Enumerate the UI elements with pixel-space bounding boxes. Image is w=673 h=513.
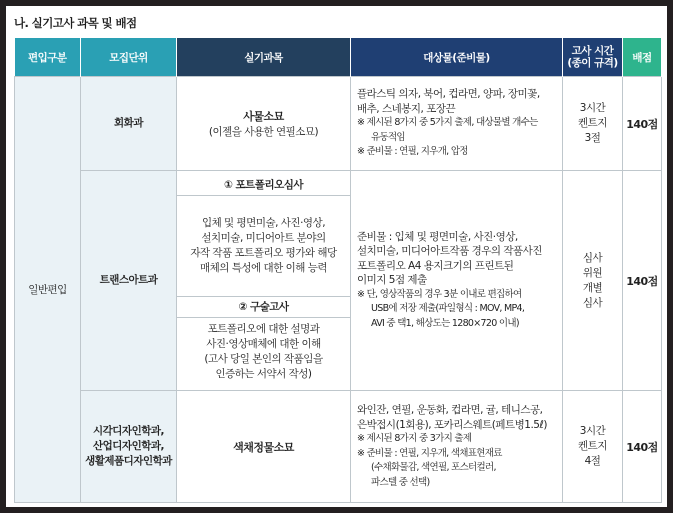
time-line: 3시간	[579, 425, 606, 437]
time-cell	[563, 77, 623, 171]
target-line: 이미지 5점 제출	[357, 274, 427, 287]
oral-line: (고사 당일 본인의 작품임을	[204, 353, 323, 365]
portfolio-line: 설치미술, 미디어아트 분야의	[201, 232, 326, 244]
target-line: 플라스틱 의자, 북어, 컵라면, 양파, 장미꽃,	[357, 88, 540, 101]
document-frame	[6, 6, 667, 507]
unit-cell: 트랜스아트과	[81, 171, 177, 391]
header-category: 편입구분	[15, 38, 81, 77]
time-line: 위원	[582, 266, 603, 279]
target-cell	[351, 77, 563, 171]
score-cell: 140점	[623, 391, 662, 503]
note-line: USB에 저장 제출(파일형식 : MOV, MP4,	[371, 303, 525, 315]
time-line: 심사	[582, 251, 603, 264]
oral-line: 인증하는 서약서 작성)	[215, 368, 312, 380]
time-line: 심사	[582, 296, 603, 309]
target-cell	[351, 391, 563, 503]
note-line: ※ 준비물 : 연필, 지우개, 압정	[357, 146, 468, 158]
score-cell: 140점	[623, 171, 662, 391]
portfolio-heading: ① 포트폴리오심사	[177, 175, 350, 196]
time-cell	[563, 171, 623, 391]
note-line: ※ 제시된 8가지 중 3가지 출제	[357, 433, 472, 444]
time-line: 켄트지	[578, 440, 607, 452]
note-line: ※ 준비물 : 연필, 지우개, 색채표현재료	[357, 447, 502, 459]
target-cell	[351, 171, 563, 391]
portfolio-line: 입체 및 평면미술, 사진·영상,	[201, 217, 326, 229]
note-line: 파스텔 중 선택)	[371, 476, 430, 488]
score-cell: 140점	[623, 77, 662, 171]
table-row	[15, 77, 662, 171]
target-line: 은박접시(1회용), 포카리스웨트(페트병1.5ℓ)	[357, 418, 547, 431]
exam-subjects-table	[14, 38, 662, 503]
oral-exam-heading: ② 구술고사	[177, 297, 350, 318]
header-time-line2: (종이 규격)	[567, 57, 618, 69]
unit-line: 생활제품디자인학과	[85, 455, 172, 467]
note-line: (수채화물감, 색연필, 포스터컬러,	[371, 462, 496, 473]
subject-sub: (이젤을 사용한 연필소묘)	[208, 126, 319, 138]
time-line: 4절	[584, 455, 601, 467]
unit-cell	[81, 391, 177, 503]
header-score: 배점	[623, 38, 662, 77]
note-line: ※ 단, 영상작품의 경우 3분 이내로 편집하여	[357, 288, 522, 300]
header-time-line1: 고사 시간	[571, 45, 614, 57]
target-line: 설치미술, 미디어아트작품 경우의 작품사진	[357, 245, 542, 258]
unit-cell: 회화과	[81, 77, 177, 171]
unit-line: 산업디자인학과,	[93, 440, 164, 452]
table-row	[15, 391, 662, 503]
oral-line: 사진·영상매체에 대한 이해	[206, 338, 321, 350]
time-cell	[563, 391, 623, 503]
section-title: 나. 실기고사 과목 및 배점	[14, 16, 137, 30]
note-line: ※ 제시된 8가지 중 5가지 출제, 대상물별 개수는	[357, 117, 538, 129]
time-line: 개별	[582, 281, 603, 294]
oral-line: 포트폴리오에 대한 설명과	[207, 323, 320, 335]
table-header-row	[15, 38, 662, 77]
header-target: 대상물(준비물)	[351, 38, 563, 77]
unit-line: 시각디자인학과,	[93, 425, 164, 437]
time-line: 3절	[584, 132, 601, 144]
subject-cell	[177, 77, 351, 171]
time-line: 켄트지	[578, 117, 607, 129]
subject-cell	[177, 171, 351, 391]
portfolio-line: 자작 작품 포트폴리오 평가와 해당	[190, 247, 337, 259]
subject-cell: 색채정물소묘	[177, 391, 351, 503]
note-line: AVI 중 택1, 해상도는 1280×720 이내)	[371, 317, 519, 329]
note-line: 유동적임	[371, 131, 405, 143]
target-line: 준비물 : 입체 및 평면미술, 사진·영상,	[357, 230, 518, 243]
header-unit: 모집단위	[81, 38, 177, 77]
header-subject: 실기과목	[177, 38, 351, 77]
header-time	[563, 38, 623, 77]
portfolio-body	[177, 196, 350, 297]
target-line: 포트폴리오 A4 용지크기의 프린트된	[357, 259, 514, 272]
table-row	[15, 171, 662, 391]
time-line: 3시간	[579, 102, 606, 114]
portfolio-line: 매체의 특성에 대한 이해 능력	[199, 262, 328, 274]
target-line: 와인잔, 연필, 운동화, 컵라면, 귤, 테니스공,	[357, 404, 543, 416]
oral-exam-body	[177, 318, 350, 386]
subject-title: 사물소묘	[243, 110, 284, 123]
target-line: 배추, 스네봉지, 포장끈	[357, 102, 456, 115]
group-cell: 일반편입	[15, 77, 81, 503]
